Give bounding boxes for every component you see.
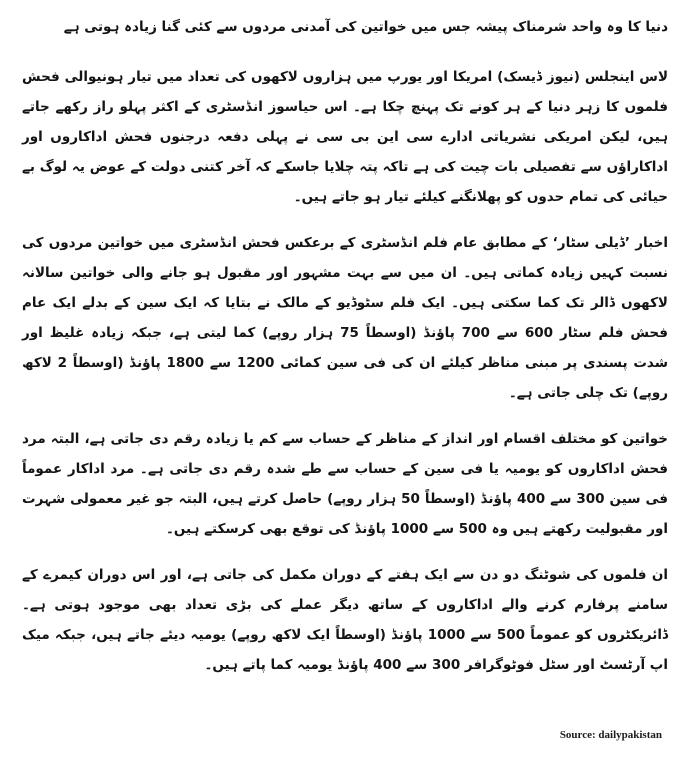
article-body (22, 14, 668, 696)
article-paragraph-1: لاس اینجلس (نیوز ڈیسک) امریکا اور یورپ میں ہزاروں لاکھوں کی تعداد میں تیار ہونیوالی فحش فلموں کا زہر دنیا کے ہر کونے تک پہنچ چکا ہے۔ اس حیاسوز انڈسٹری کے اکثر پہلو راز رکھے جاتے ہیں، لیکن امریکی نشریاتی ادارے سی این بی سی نے پہلی دفعہ درجنوں فحش اداکاروں اور اداکاراﺅں سے تفصیلی بات چیت کی ہے تاکہ پتہ چلایا جاسکے کہ آخر کتنی دولت کے عوض یہ لوگ بے حیائی کی تمام حدوں کو پھلانگنے کیلئے تیار ہو جاتے ہیں۔ (22, 69, 668, 205)
article-paragraph-2: اخبار ’ڈیلی سٹار‘ کے مطابق عام فلم انڈسٹری کے برعکس فحش انڈسٹری میں خواتین مردوں کی نسبت کہیں زیادہ کماتی ہیں۔ ان میں سے بہت مشہور اور مقبول ہو جانے والی خواتین سالانہ لاکھوں ڈالر تک کما سکتی ہیں۔ ایک فلم سٹوڈیو کے مالک نے بتایا کہ ایک سین کے بدلے ایک عام فحش فلم سٹار 600 سے 700 پاﺅنڈ (اوسطاً 75 ہزار روپے) کما لیتی ہے، جبکہ زیادہ غلیظ اور شدت پسندی پر مبنی مناظر کیلئے ان کی فی سین کمائی 1200 سے 1800 پاﺅنڈ (اوسطاً 2 لاکھ روپے) تک چلی جاتی ہے۔ (22, 235, 669, 401)
article-paragraph-4: ان فلموں کی شوٹنگ دو دن سے ایک ہفتے کے دوران مکمل کی جاتی ہے، اور اس دوران کیمرے کے سامنے پرفارم کرنے والے اداکاروں کے ساتھ دیگر عملے کی بڑی تعداد بھی موجود ہوتی ہے۔ ڈائریکٹروں کو عموماً 500 سے 1000 پاﺅنڈ (اوسطاً ایک لاکھ روپے) یومیہ دیئے جاتے ہیں، جبکہ میک اپ آرٹسٹ اور سٹل فوٹوگرافر 300 سے 400 پاﺅنڈ یومیہ کما پاتے ہیں۔ (22, 567, 668, 673)
article-paragraph-3: خواتین کو مختلف اقسام اور انداز کے مناظر کے حساب سے کم یا زیادہ رقم دی جاتی ہے، البتہ مرد فحش اداکاروں کو یومیہ یا فی سین کے حساب سے طے شدہ رقم دی جاتی ہے۔ مرد اداکار عموماً فی سین 300 سے 400 پاﺅنڈ (اوسطاً 50 ہزار روپے) حاصل کرتے ہیں، البتہ جو غیر معمولی شہرت اور مقبولیت رکھتے ہیں وہ 500 سے 1000 پاﺅنڈ کی توقع بھی کرسکتے ہیں۔ (22, 431, 668, 537)
article-headline: دنیا کا وہ واحد شرمناک پیشہ جس میں خواتین کی آمدنی مردوں سے کئی گنا زیادہ ہوتی ہے (63, 19, 668, 35)
source-credit: Source: dailypakistan (559, 729, 662, 741)
